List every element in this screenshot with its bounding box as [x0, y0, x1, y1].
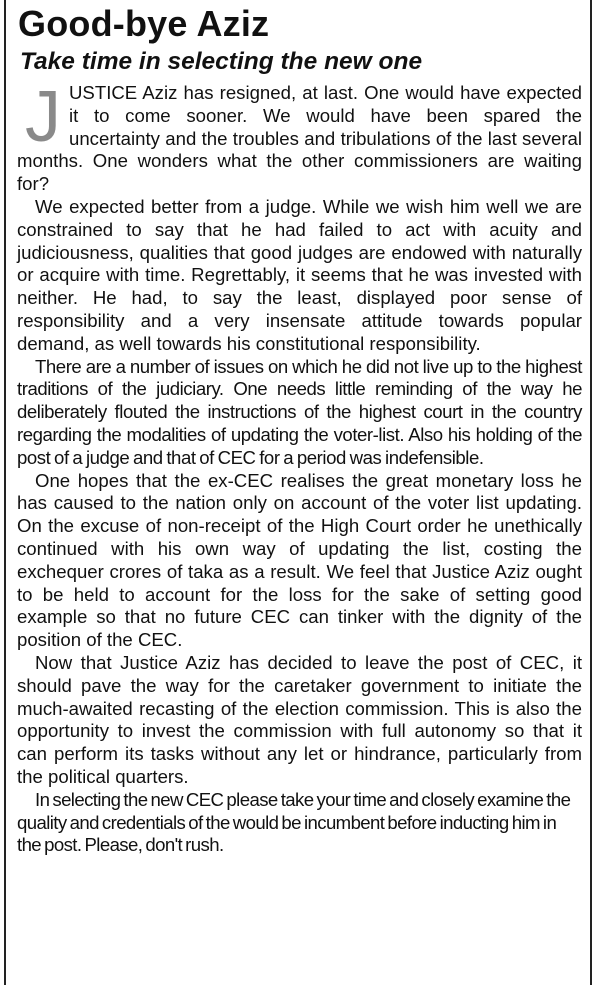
article-paragraph-5: Now that Justice Aziz has decided to leave the post of CEC, it should pave the way for the caretaker government to initiate the much-awaited recasting of the election commission. This is also the opportunity to invest the commission with full autonomy so that it can perform its tasks without any let or hindrance, particularly from the political quarters.: [17, 651, 582, 787]
article-paragraph-4: One hopes that the ex-CEC realises the great monetary loss he has caused to the nation only on account of the voter list updating. On the excuse of non-receipt of the High Court order he unethically continued with his own way of updating the list, costing the exchequer crores of taka as a result. We feel that Justice Aziz ought to be held to account for the loss for the sake of setting good example so that no future CEC can tinker with the dignity of the position of the CEC.: [17, 469, 582, 651]
article-paragraph-2: We expected better from a judge. While we wish him well we are constrained to say that he had failed to act with acuity and judiciousness, qualities that good judges are endowed with naturally or acquire with time. Regrettably, it seems that he was invested with neither. He had, to say the least, displayed poor sense of responsibility and a very insensate attitude towards popular demand, as well towards his constitutional responsibility.: [17, 195, 582, 354]
article-body: [17, 77, 582, 857]
subheadline: Take time in selecting the new one: [20, 48, 423, 75]
drop-cap: J: [25, 77, 61, 157]
article-paragraph-1: [17, 77, 582, 196]
article-paragraph-3: There are a number of issues on which he did not live up to the highest traditions of the judiciary. One needs little reminding of the way he deliberately flouted the instructions of the highest court in the country regarding the modalities of updating the voter-list. Also his holding of the post of a judge and that of CEC for a period was indefensible.: [17, 355, 582, 468]
paragraph-1-text: USTICE Aziz has resigned, at last. One would have expected it to come sooner. We would have been spared the uncertainty and the troubles and tribulations of the last several months. One wonders what the other commissioners are waiting for?: [17, 82, 582, 195]
article-paragraph-6: In selecting the new CEC please take your time and closely examine the quality and credentials of the would be incumbent before inducting him in the post. Please, don't rush.: [17, 788, 571, 856]
headline: Good-bye Aziz: [18, 3, 270, 44]
